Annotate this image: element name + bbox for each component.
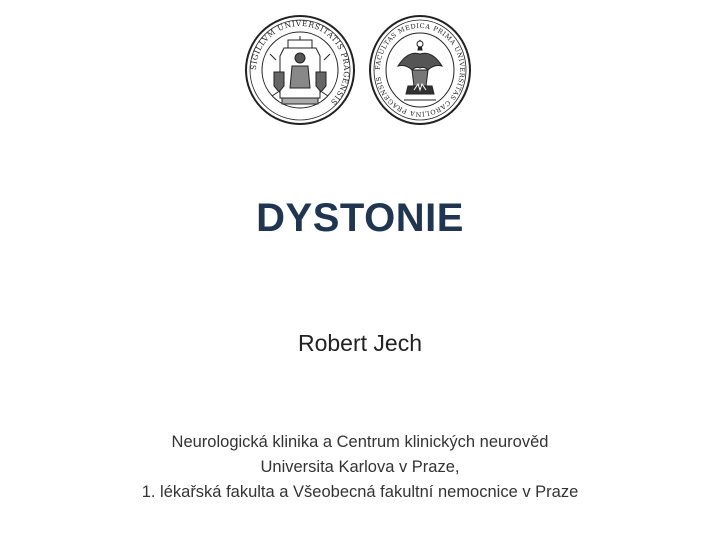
affiliation-line-1: Neurologická klinika a Centrum klinických neurověd — [171, 433, 549, 451]
faculty-seal-icon — [368, 14, 472, 126]
svg-text:FACULTAS MEDICA PRIMA UNIVERSI: FACULTAS MEDICA PRIMA UNIVERSITAS CAROLINA PRAGENSIS — [373, 21, 467, 119]
svg-text:SIGILLVM UNIVERSITATIS PRAGENS: SIGILLVM UNIVERSITATIS PRAGENSIS — [248, 18, 352, 108]
seals-row — [0, 14, 720, 126]
author-name: Robert Jech — [297, 330, 422, 356]
affiliation-block — [0, 430, 720, 505]
affiliation-line-2: Universita Karlova v Praze, — [260, 458, 460, 476]
university-seal-icon — [244, 14, 356, 126]
slide-title: DYSTONIE — [256, 196, 464, 240]
affiliation-line-3: 1. lékařská fakulta a Všeobecná fakultní nemocnice v Praze — [141, 483, 579, 501]
